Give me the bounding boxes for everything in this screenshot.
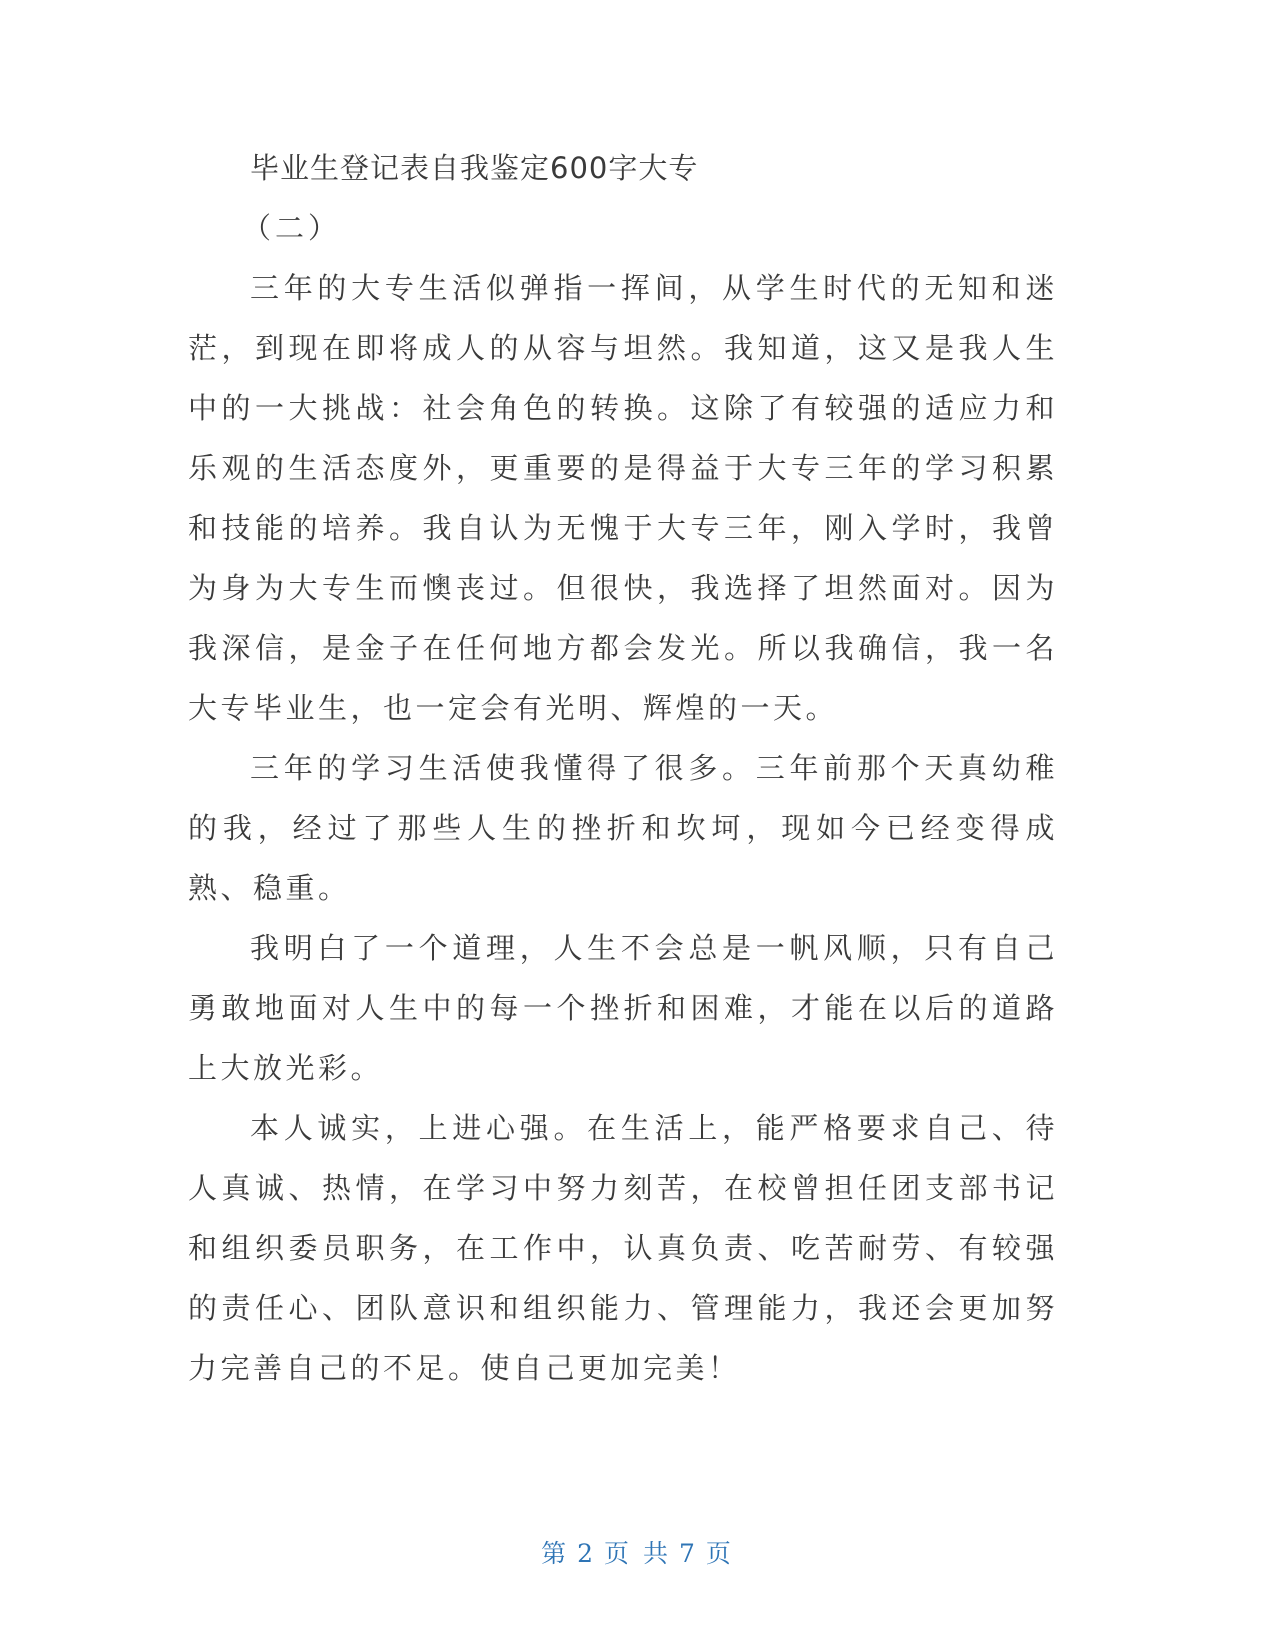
footer-middle: 页 共 — [604, 1539, 671, 1568]
paragraph-3: 我明白了一个道理，人生不会总是一帆风顺，只有自己勇敢地面对人生中的每一个挫折和困难，才能在以后的道路上大放光彩。 — [188, 931, 1058, 1085]
paragraph-1: 三年的大专生活似弹指一挥间，从学生时代的无知和迷茫，到现在即将成人的从容与坦然。我知道，这又是我人生中的一大挑战：社会角色的转换。这除了有较强的适应力和乐观的生活态度外，更重要的是得益于大专三年的学习积累和技能的培养。我自认为无愧于大专三年，刚入学时，我曾为身为大专生而懊丧过。但很快，我选择了坦然面对。因为我深信，是金子在任何地方都会发光。所以我确信，我一名大专毕业生，也一定会有光明、辉煌的一天。 — [188, 271, 1058, 725]
page-footer — [0, 1534, 1275, 1570]
document-subtitle: （二） — [242, 211, 342, 245]
document-title: 毕业生登记表自我鉴定600字大专 — [250, 151, 699, 185]
paragraph-4: 本人诚实，上进心强。在生活上，能严格要求自己、待人真诚、热情，在学习中努力刻苦，在校曾担任团支部书记和组织委员职务，在工作中，认真负责、吃苦耐劳、有较强的责任心、团队意识和组织能力、管理能力，我还会更加努力完善自己的不足。使自己更加完美！ — [188, 1111, 1058, 1385]
footer-total-pages: 7 — [678, 1539, 698, 1568]
footer-prefix: 第 — [541, 1539, 570, 1568]
footer-suffix: 页 — [705, 1539, 734, 1568]
document-body — [188, 138, 1058, 1398]
paragraph-2: 三年的学习生活使我懂得了很多。三年前那个天真幼稚的我，经过了那些人生的挫折和坎坷，现如今已经变得成熟、稳重。 — [188, 751, 1058, 905]
footer-current-page: 2 — [577, 1539, 597, 1568]
